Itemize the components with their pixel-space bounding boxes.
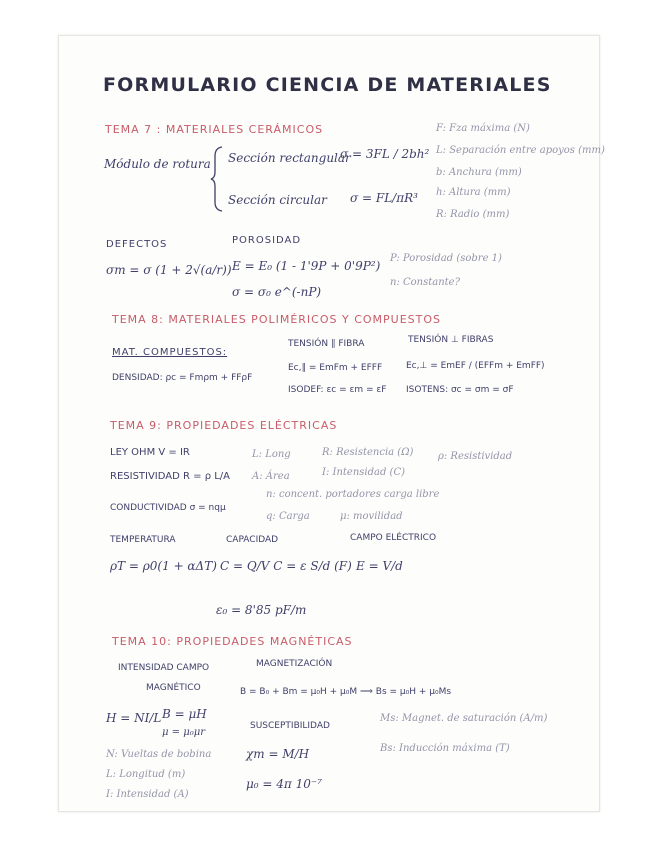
resistividad-formula: RESISTIVIDAD R = ρ L/A — [110, 471, 230, 482]
legend-ms: Ms: Magnet. de saturación (A/m) — [380, 713, 548, 724]
tema10-heading: TEMA 10: PROPIEDADES MAGNÉTICAS — [112, 635, 353, 648]
ley-ohm: LEY OHM V = IR — [110, 447, 190, 458]
legend-area: A: Área — [252, 471, 290, 482]
porosidad-label: POROSIDAD — [232, 235, 302, 246]
porosidad-formula-e: E = E₀ (1 - 1'9P + 0'9P²) — [232, 259, 381, 273]
tension-paralela-modulo: Ec,∥ = EmFm + EFFF — [288, 363, 383, 373]
legend-resistencia: R: Resistencia (Ω) — [322, 447, 414, 458]
campo-electrico-formula: E = V/d — [356, 559, 403, 573]
tema8-heading: TEMA 8: MATERIALES POLIMÉRICOS Y COMPUESTOS — [112, 313, 442, 326]
densidad-formula: DENSIDAD: ρc = Fmρm + FFρF — [112, 373, 253, 383]
conductividad-formula: CONDUCTIVIDAD σ = nqμ — [110, 503, 226, 513]
legend-carga: q: Carga — [266, 511, 310, 522]
intensidad-campo-label: INTENSIDAD CAMPO — [118, 663, 210, 673]
seccion-circular-formula: σ = FL/πR³ — [350, 191, 418, 205]
capacidad-formula: C = Q/V C = ε S/d (F) — [220, 559, 352, 573]
legend-long: L: Long — [252, 449, 291, 460]
legend-r: R: Radio (mm) — [436, 209, 510, 220]
legend-b: b: Anchura (mm) — [436, 167, 522, 178]
chi-formula: χm = M/H — [246, 747, 310, 761]
campo-electrico-label: CAMPO ELÉCTRICO — [350, 533, 437, 543]
seccion-circular-label: Sección circular — [228, 193, 327, 207]
seccion-rectangular-label: Sección rectangular — [228, 151, 351, 165]
legend-f: F: Fza máxima (N) — [436, 123, 530, 134]
mu-cero: μ₀ = 4π 10⁻⁷ — [246, 777, 323, 791]
magnetizacion-formula: B = B₀ + Bm = μ₀H + μ₀M ⟹ Bs = μ₀H + μ₀Ms — [240, 687, 452, 697]
legend-concentracion: n: concent. portadores carga libre — [266, 489, 440, 500]
seccion-rectangular-formula: σ = 3FL / 2bh² — [340, 147, 430, 161]
tema7-heading: TEMA 7 : MATERIALES CERÁMICOS — [105, 123, 324, 136]
legend-bs: Bs: Inducción máxima (T) — [380, 743, 510, 754]
mu-formula: μ = μ₀μr — [162, 727, 206, 738]
h-formula: H = NI/L — [106, 711, 162, 725]
legend-h: h: Altura (mm) — [436, 187, 511, 198]
temperatura-label: TEMPERATURA — [110, 535, 176, 545]
defectos-label: DEFECTOS — [106, 239, 168, 250]
capacidad-label: CAPACIDAD — [226, 535, 279, 545]
tension-perpendicular-isotens: ISOTENS: σc = σm = σF — [406, 385, 514, 395]
legend-l-longitud: L: Longitud (m) — [106, 769, 186, 780]
susceptibilidad-label: SUSCEPTIBILIDAD — [250, 721, 330, 731]
tension-paralela-isodef: ISODEF: εc = εm = εF — [288, 385, 387, 395]
curly-brace — [210, 146, 224, 212]
porosidad-formula-sigma: σ = σ₀ e^(-nP) — [232, 285, 322, 299]
modulo-rotura-label: Módulo de rotura — [104, 157, 211, 171]
defectos-formula: σm = σ (1 + 2√(a/r)) — [106, 263, 232, 277]
tension-paralela-label: TENSIÓN ∥ FIBRA — [288, 339, 365, 349]
epsilon-cero: ε₀ = 8'85 pF/m — [216, 603, 307, 617]
legend-l: L: Separación entre apoyos (mm) — [436, 145, 605, 156]
b-formula: B = μH — [162, 707, 207, 721]
tension-perpendicular-label: TENSIÓN ⊥ FIBRAS — [408, 335, 494, 345]
legend-intensidad: I: Intensidad (C) — [322, 467, 405, 478]
porosidad-legend-n: n: Constante? — [390, 277, 460, 288]
page-title: FORMULARIO CIENCIA DE MATERIALES — [103, 74, 552, 96]
mat-compuestos-label: MAT. COMPUESTOS: — [112, 347, 228, 358]
tension-perpendicular-modulo: Ec,⊥ = EmEF / (EFFm + EmFF) — [406, 361, 545, 371]
magnetico-label: MAGNÉTICO — [146, 683, 201, 693]
temperatura-formula: ρT = ρ0(1 + αΔT) — [110, 559, 217, 573]
magnetizacion-label: MAGNETIZACIÓN — [256, 659, 333, 669]
legend-resistividad: ρ: Resistividad — [438, 451, 513, 462]
legend-n-vueltas: N: Vueltas de bobina — [106, 749, 212, 760]
porosidad-legend-p: P: Porosidad (sobre 1) — [390, 253, 502, 264]
legend-movilidad: μ: movilidad — [340, 511, 403, 522]
legend-i-intensidad: I: Intensidad (A) — [106, 789, 189, 800]
tema9-heading: TEMA 9: PROPIEDADES ELÉCTRICAS — [110, 419, 338, 432]
